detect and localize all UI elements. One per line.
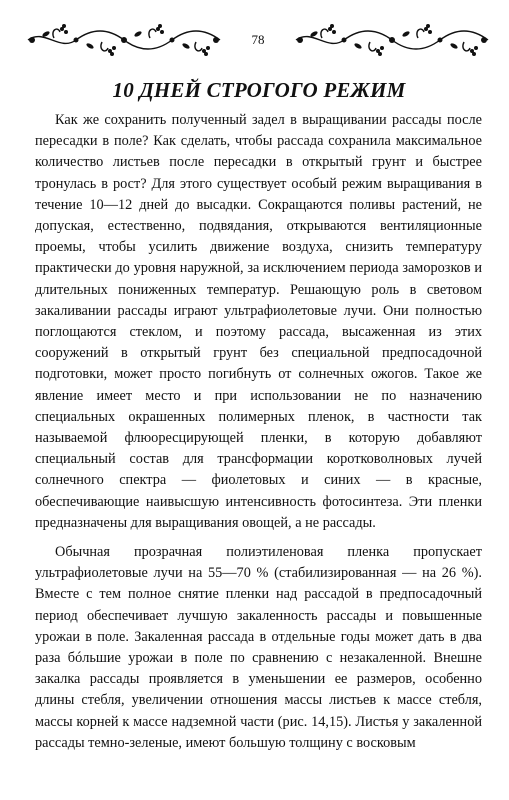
page-header [24, 20, 492, 60]
chapter-title: 10 ДНЕЙ СТРОГОГО РЕЖИМ [112, 78, 406, 102]
body-text [35, 110, 482, 754]
paragraph-1: Как же сохранить полученный задел в выращивании рассады после пересадки в поле? Как сделать, чтобы рассада сохранила максимальное количество листьев после пересадки в открытый грунт и быстрее тронулась в рост? Для этого существует особый режим выращивания в течение 10—12 дней до высадки. Сокращаются поливы растений, не допуская, естественно, подвядания, открываются вентиляционные проемы, чтобы усилить движение воздуха, снизить температуру практически до уровня наружной, за исключением периода заморозков и длительных пониженных температур. Решающую роль в световом закаливании рассады играют ультрафиолетовые лучи. Они полностью поглощаются стеклом, и поэтому рассада, высаженная из этих сооружений в открытый грунт без специальной предпосадочной подготовки, может просто погибнуть от солнечных ожогов. Такое же явление имеет место и при использовании не по назначению специальных окрашенных полимерных пленок, в частности так называемой флюоресцирующей пленки, в которую добавляют специальный состав для трансформации коротковолновых лучей солнечного спектра — фиолетовых и синих — в красные, обеспечивающие наивысшую интенсивность фотосинтеза. Эти пленки предназначены для выращивания овощей, а не рассады. [35, 112, 482, 531]
paragraph-2: Обычная прозрачная полиэтиленовая пленка пропускает ультрафиолетовые лучи на 55—70 % (стабилизированная — на 26 %). Вместе с тем полное снятие пленки над рассадой в предпосадочный период обеспечивает лучшую закаленность рассады и повышенные урожаи в поле. Закаленная рассада в отдельные годы может дать в два раза бóльшие урожаи в поле по сравнению с незакаленной. Внешне закалка рассады проявляется в уменьшении ее размеров, особенно длины стебля, увеличении отношения массы листьев к массе стебля, массы корней к массе надземной части (рис. 14,15). Листья у закаленной рассады темно-зеленые, имеют большую толщину с восковым [35, 544, 482, 751]
page-number: 78 [251, 32, 265, 47]
floral-vine-ornament-icon [292, 20, 492, 60]
floral-vine-ornament-icon [24, 20, 224, 60]
